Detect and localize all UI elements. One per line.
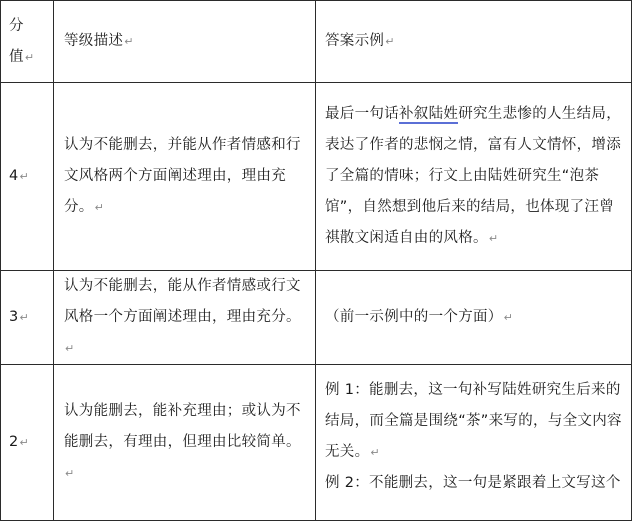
answer-cell — [316, 83, 632, 271]
answer-text-lead: 最后一句话 — [325, 106, 399, 122]
score-cell — [1, 365, 54, 521]
header-description-cell — [54, 1, 316, 83]
paragraph-mark: ↵ — [19, 436, 30, 449]
score-value: 3 — [9, 309, 19, 325]
score-value: 2 — [9, 434, 19, 450]
header-score-char-1: 分 — [9, 17, 24, 34]
table-row-score-3 — [1, 271, 632, 365]
answer-cell — [316, 271, 632, 365]
header-answer: 答案示例 — [325, 33, 385, 49]
table-header-row — [1, 1, 632, 83]
answer-example-1: 例 1：能删去，这一句补写陆姓研究生后来的结局，而全篇是围绕“茶”来写的，与全文内容无关。 — [325, 382, 622, 460]
description-cell — [54, 83, 316, 271]
answer-text-rest: 研究生悲惨的人生结局，表达了作者的悲悯之情，富有人文情怀，增添了全篇的情味；行文上由陆姓研究生“泡茶馆”，自然想到他后来的结局，也体现了汪曾祺散文闲适自由的风格。 — [325, 106, 622, 246]
paragraph-mark: ↵ — [124, 35, 134, 48]
description-cell — [54, 271, 316, 365]
answer-text: （前一示例中的一个方面） — [325, 309, 503, 325]
paragraph-mark: ↵ — [24, 50, 35, 64]
answer-text-underlined: 补叙陆姓 — [399, 106, 459, 122]
paragraph-mark: ↵ — [19, 311, 30, 324]
answer-cell — [316, 365, 632, 521]
paragraph-mark: ↵ — [65, 342, 75, 355]
paragraph-mark: ↵ — [19, 170, 30, 183]
score-cell — [1, 83, 54, 271]
description-cell — [54, 365, 316, 521]
header-score-char-2: 值 — [9, 48, 24, 65]
score-cell — [1, 271, 54, 365]
paragraph-mark: ↵ — [370, 446, 380, 459]
table-row-score-2 — [1, 365, 632, 521]
paragraph-mark: ↵ — [94, 201, 105, 214]
header-description: 等级描述 — [64, 33, 124, 49]
description-text: 认为能删去，能补充理由；或认为不能删去，有理由，但理由比较简单。 — [64, 403, 301, 450]
paragraph-mark: ↵ — [65, 467, 75, 480]
answer-example-2: 例 2：不能删去，这一句是紧跟着上文写这个 — [325, 475, 621, 491]
table-row-score-4 — [1, 83, 632, 271]
header-answer-cell — [316, 1, 632, 83]
description-text: 认为不能删去，能从作者情感或行文风格一个方面阐述理由，理由充分。 — [64, 278, 301, 325]
paragraph-mark: ↵ — [503, 311, 514, 324]
score-value: 4 — [9, 168, 19, 184]
paragraph-mark: ↵ — [488, 232, 499, 245]
header-score-cell — [1, 1, 54, 83]
description-text: 认为不能删去，并能从作者情感和行文风格两个方面阐述理由，理由充分。 — [64, 137, 301, 215]
paragraph-mark: ↵ — [385, 35, 395, 48]
